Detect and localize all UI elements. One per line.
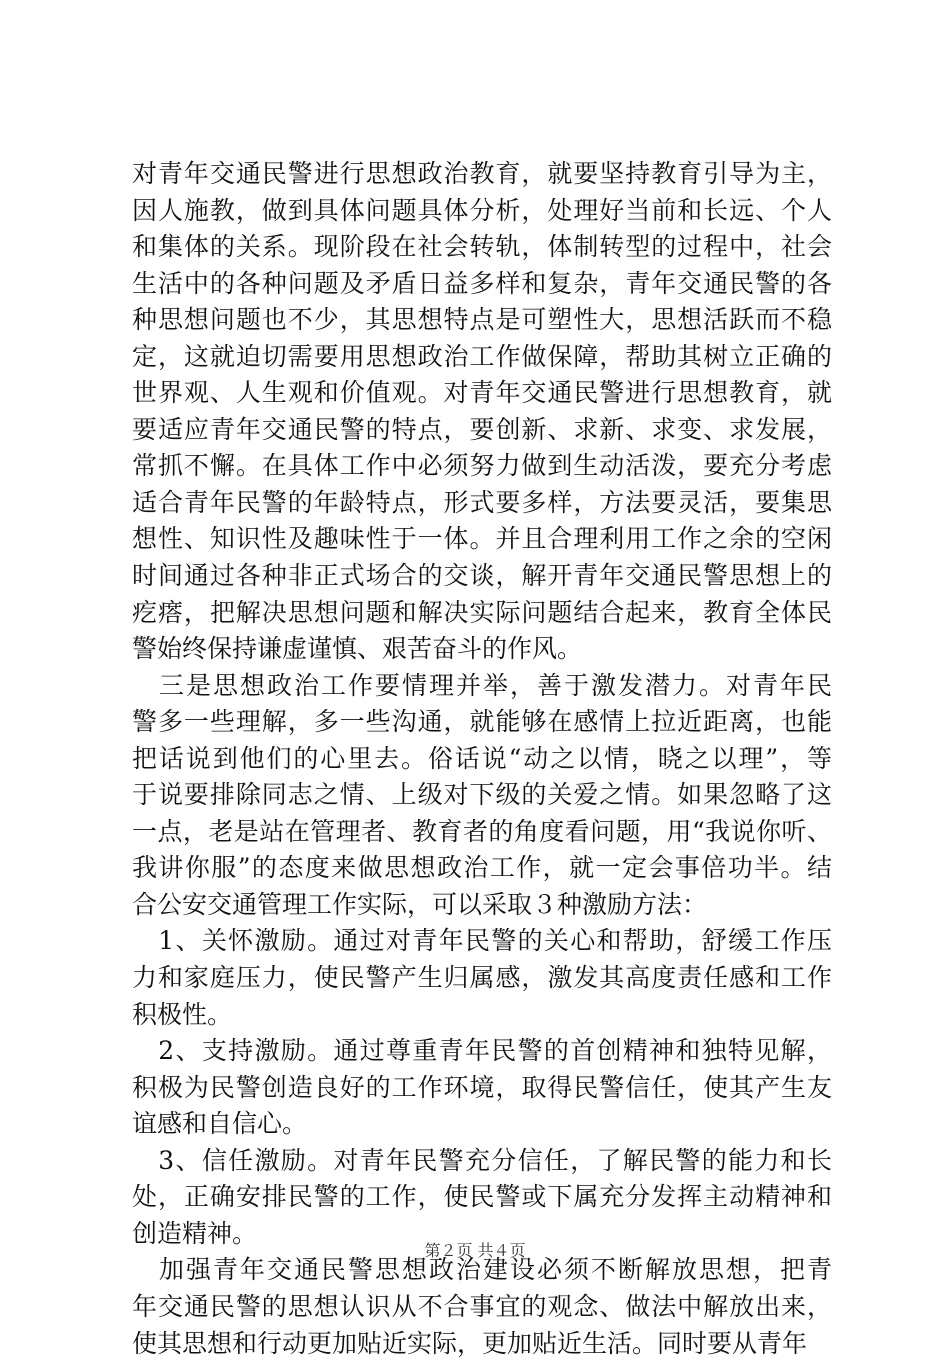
paragraph [132,923,832,1033]
text-line: 1、关怀激励。通过对青年民警的关心和帮助，舒缓工作压 [132,923,832,960]
text-line: 3、信任激励。对青年民警充分信任，了解民警的能力和长 [132,1143,832,1180]
text-line: 力和家庭压力，使民警产生归属感，激发其高度责任感和工作 [132,960,832,997]
paragraph [132,1033,832,1143]
text-line: 生活中的各种问题及矛盾日益多样和复杂，青年交通民警的各 [132,266,832,303]
text-line: 常抓不懈。在具体工作中必须努力做到生动活泼，要充分考虑 [132,448,832,485]
text-line: 我讲你服”的态度来做思想政治工作，就一定会事倍功半。结 [132,850,832,887]
text-line: 世界观、人生观和价值观。对青年交通民警进行思想教育，就 [132,375,832,412]
text-line: 对青年交通民警进行思想政治教育，就要坚持教育引导为主， [132,156,832,193]
text-line: 加强青年交通民警思想政治建设必须不断解放思想，把青 [132,1252,832,1289]
text-line: 积极为民警创造良好的工作环境，取得民警信任，使其产生友 [132,1070,832,1107]
paragraph [132,668,832,924]
document-body [132,156,832,1362]
text-line: 种思想问题也不少，其思想特点是可塑性大，思想活跃而不稳 [132,302,832,339]
text-line: 定，这就迫切需要用思想政治工作做保障，帮助其树立正确的 [132,339,832,376]
text-line: 和集体的关系。现阶段在社会转轨，体制转型的过程中，社会 [132,229,832,266]
text-line: 一点，老是站在管理者、教育者的角度看问题，用“我说你听、 [132,814,832,851]
text-line: 使其思想和行动更加贴近实际，更加贴近生活。同时要从青年 [132,1326,832,1362]
text-line: 警多一些理解，多一些沟通，就能够在感情上拉近距离，也能 [132,704,832,741]
text-line: 年交通民警的思想认识从不合事宜的观念、做法中解放出来， [132,1289,832,1326]
text-line: 适合青年民警的年龄特点，形式要多样，方法要灵活，要集思 [132,485,832,522]
text-line: 想性、知识性及趣味性于一体。并且合理利用工作之余的空闲 [132,521,832,558]
text-line: 谊感和自信心。 [132,1106,832,1143]
page-footer [0,1238,950,1261]
text-line: 于说要排除同志之情、上级对下级的关爱之情。如果忽略了这 [132,777,832,814]
text-line: 积极性。 [132,997,832,1034]
text-line: 创造精神。 [132,1216,832,1253]
page-number: 第２页 共４页 [424,1241,525,1260]
paragraph [132,1143,832,1253]
text-line: 合公安交通管理工作实际，可以采取３种激励方法： [132,887,832,924]
paragraph [132,156,832,668]
text-line: 疙瘩，把解决思想问题和解决实际问题结合起来，教育全体民 [132,595,832,632]
text-line: 要适应青年交通民警的特点，要创新、求新、求变、求发展， [132,412,832,449]
text-line: 2、支持激励。通过尊重青年民警的首创精神和独特见解， [132,1033,832,1070]
text-line: 三是思想政治工作要情理并举，善于激发潜力。对青年民 [132,668,832,705]
text-line: 把话说到他们的心里去。俗话说“动之以情，晓之以理”，等 [132,741,832,778]
text-line: 处，正确安排民警的工作，使民警或下属充分发挥主动精神和 [132,1179,832,1216]
text-line: 因人施教，做到具体问题具体分析，处理好当前和长远、个人 [132,193,832,230]
text-line: 警始终保持谦虚谨慎、艰苦奋斗的作风。 [132,631,832,668]
paragraph [132,1252,832,1362]
text-line: 时间通过各种非正式场合的交谈，解开青年交通民警思想上的 [132,558,832,595]
